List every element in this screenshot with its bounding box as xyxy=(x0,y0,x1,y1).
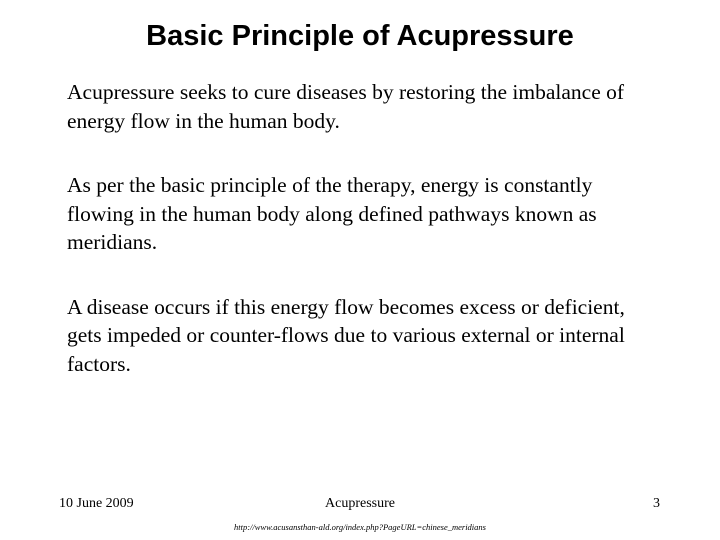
page-number: 3 xyxy=(653,496,660,511)
footer-date: 10 June 2009 xyxy=(59,496,134,511)
source-link[interactable]: http://www.acusansthan-ald.org/index.php?PageURL=chinese_meridians xyxy=(234,522,486,532)
body-paragraph-3: A disease occurs if this energy flow becomes excess or deficient, gets impeded or counter-flows due to various external or internal factors. xyxy=(67,294,625,376)
body-paragraph-1: Acupressure seeks to cure diseases by restoring the imbalance of energy flow in the human body. xyxy=(67,80,625,133)
slide-body xyxy=(67,78,627,414)
body-paragraph-2: As per the basic principle of the therapy, energy is constantly flowing in the human body along defined pathways known as meridians. xyxy=(67,173,597,254)
footer-title: Acupressure xyxy=(325,496,395,511)
slide-title: Basic Principle of Acupressure xyxy=(146,20,574,52)
